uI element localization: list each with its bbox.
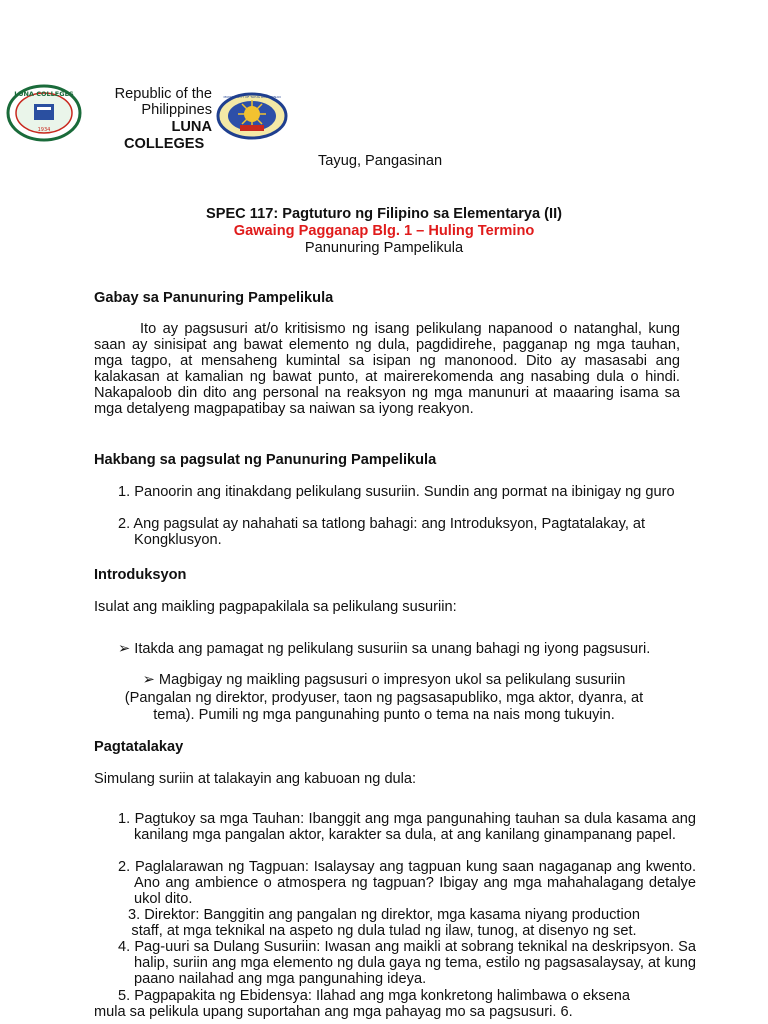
school-name-line-2: COLLEGES — [124, 136, 205, 152]
introduksyon-bullet-2 — [0, 672, 768, 688]
republic-line-1: Republic of the — [114, 86, 212, 102]
introduksyon-bullet-1 — [118, 641, 650, 657]
arrow-bullet-icon: ➢ — [142, 672, 155, 688]
bullet-text: Magbigay ng maikling pagsusuri o impresyon ukol sa pelikulang susuriin — [158, 672, 626, 688]
task-title: Gawaing Pagganap Blg. 1 – Huling Termino — [233, 223, 535, 239]
pagtatalakay-heading: Pagtatalakay — [94, 739, 184, 755]
introduksyon-bullet-2-cont-2: tema). Pumili ng mga pangunahing punto o tema na nais mong tukuyin. — [153, 707, 615, 723]
hakbang-item-2: 2. Ang pagsulat ay nahahati sa tatlong bahagi: ang Introduksyon, Pagtatalakay, at Kongklusyon. — [118, 516, 646, 548]
introduksyon-heading: Introduksyon — [94, 567, 187, 583]
pagtatalakay-item-3-line-1: 3. Direktor: Banggitin ang pangalan ng direktor, mga kasama niyang production — [128, 907, 640, 923]
introduksyon-lead: Isulat ang maikling pagpapakilala sa pelikulang susuriin: — [94, 599, 457, 615]
gabay-heading: Gabay sa Panunuring Pampelikula — [94, 290, 334, 306]
pagtatalakay-item-5-line-1: 5. Pagpapakita ng Ebidensya: Ilahad ang mga konkretong halimbawa o eksena — [118, 988, 630, 1004]
pagtatalakay-lead: Simulang suriin at talakayin ang kabuoan ng dula: — [94, 771, 417, 787]
course-title: SPEC 117: Pagtuturo ng Filipino sa Elementarya (II) — [205, 206, 562, 222]
school-location: Tayug, Pangasinan — [318, 153, 443, 169]
introduksyon-bullet-2-cont-1: (Pangalan ng direktor, prodyuser, taon ng pagsasapubliko, mga aktor, dyanra, at — [124, 690, 644, 706]
svg-text:LUNA COLLEGES: LUNA COLLEGES — [14, 90, 74, 98]
pagtatalakay-item-5-line-2: mula sa pelikula upang suportahan ang mga pahayag mo sa pagsusuri. 6. — [94, 1004, 573, 1020]
hakbang-heading: Hakbang sa pagsulat ng Panunuring Pampelikula — [94, 452, 437, 468]
school-name-line-1: LUNA — [171, 119, 212, 135]
pagtatalakay-item-2: 2. Paglalarawan ng Tagpuan: Isalaysay ang tagpuan kung saan nagaganap ang kwento. Ano ang ambience o atmospera ng tagpuan? Ibigay ang mga mahahalagang detalye ukol dito. — [118, 859, 696, 907]
pagtatalakay-item-3-line-2: staff, at mga teknikal na aspeto ng dula tulad ng ilaw, tunog, at disenyo ng set. — [131, 923, 637, 939]
municipal-seal-logo — [216, 92, 288, 140]
svg-text:MUNICIPALITY OF TAYUG PANGASIN: MUNICIPALITY OF TAYUG PANGASINAN — [223, 95, 281, 99]
pagtatalakay-item-1: 1. Pagtukoy sa mga Tauhan: Ibanggit ang mga pangunahing tauhan sa dula kasama ang kanilang mga pangalan aktor, karakter sa dula, at ang kanilang ginampanang papel. — [118, 811, 696, 843]
republic-line-2: Philippines — [141, 102, 212, 118]
pagtatalakay-item-4: 4. Pag-uuri sa Dulang Susuriin: Iwasan ang maikli at sobrang teknikal na deskripsyon. Sa halip, suriin ang mga elemento ng dula gaya ng tema, estilo ng pagsasalaysay, at kung paano nailahad ang mga pangunahing ideya. — [118, 939, 696, 987]
subject-title: Panunuring Pampelikula — [304, 240, 464, 256]
arrow-bullet-icon: ➢ — [118, 641, 131, 657]
bullet-text: Itakda ang pamagat ng pelikulang susuriin sa unang bahagi ng iyong pagsusuri. — [134, 641, 651, 657]
hakbang-item-1: 1. Panoorin ang itinakdang pelikulang susuriin. Sundin ang pormat na ibinigay ng guro — [118, 484, 675, 500]
gabay-paragraph: Ito ay pagsusuri at/o kritisismo ng isang pelikulang napanood o natanghal, kung saan ay sinisipat ang bawat elemento ng dula, pagdidirehe, pagganap ng mga tauhan, mga tagpo, at mensaheng kumintal sa isipan ng manonood. Dito ay masasabi ang kalakasan at kamalian ng bawat punto, at mairerekomenda ang nasabing dula o hindi. Nakapaloob din dito ang personal na reaksyon ng mga manunuri at maaaring isama sa mga detalyeng magpapatibay sa naiwan sa iyong reakyon. — [94, 321, 680, 417]
svg-text:1934: 1934 — [37, 127, 51, 133]
luna-colleges-seal-logo — [6, 84, 82, 142]
